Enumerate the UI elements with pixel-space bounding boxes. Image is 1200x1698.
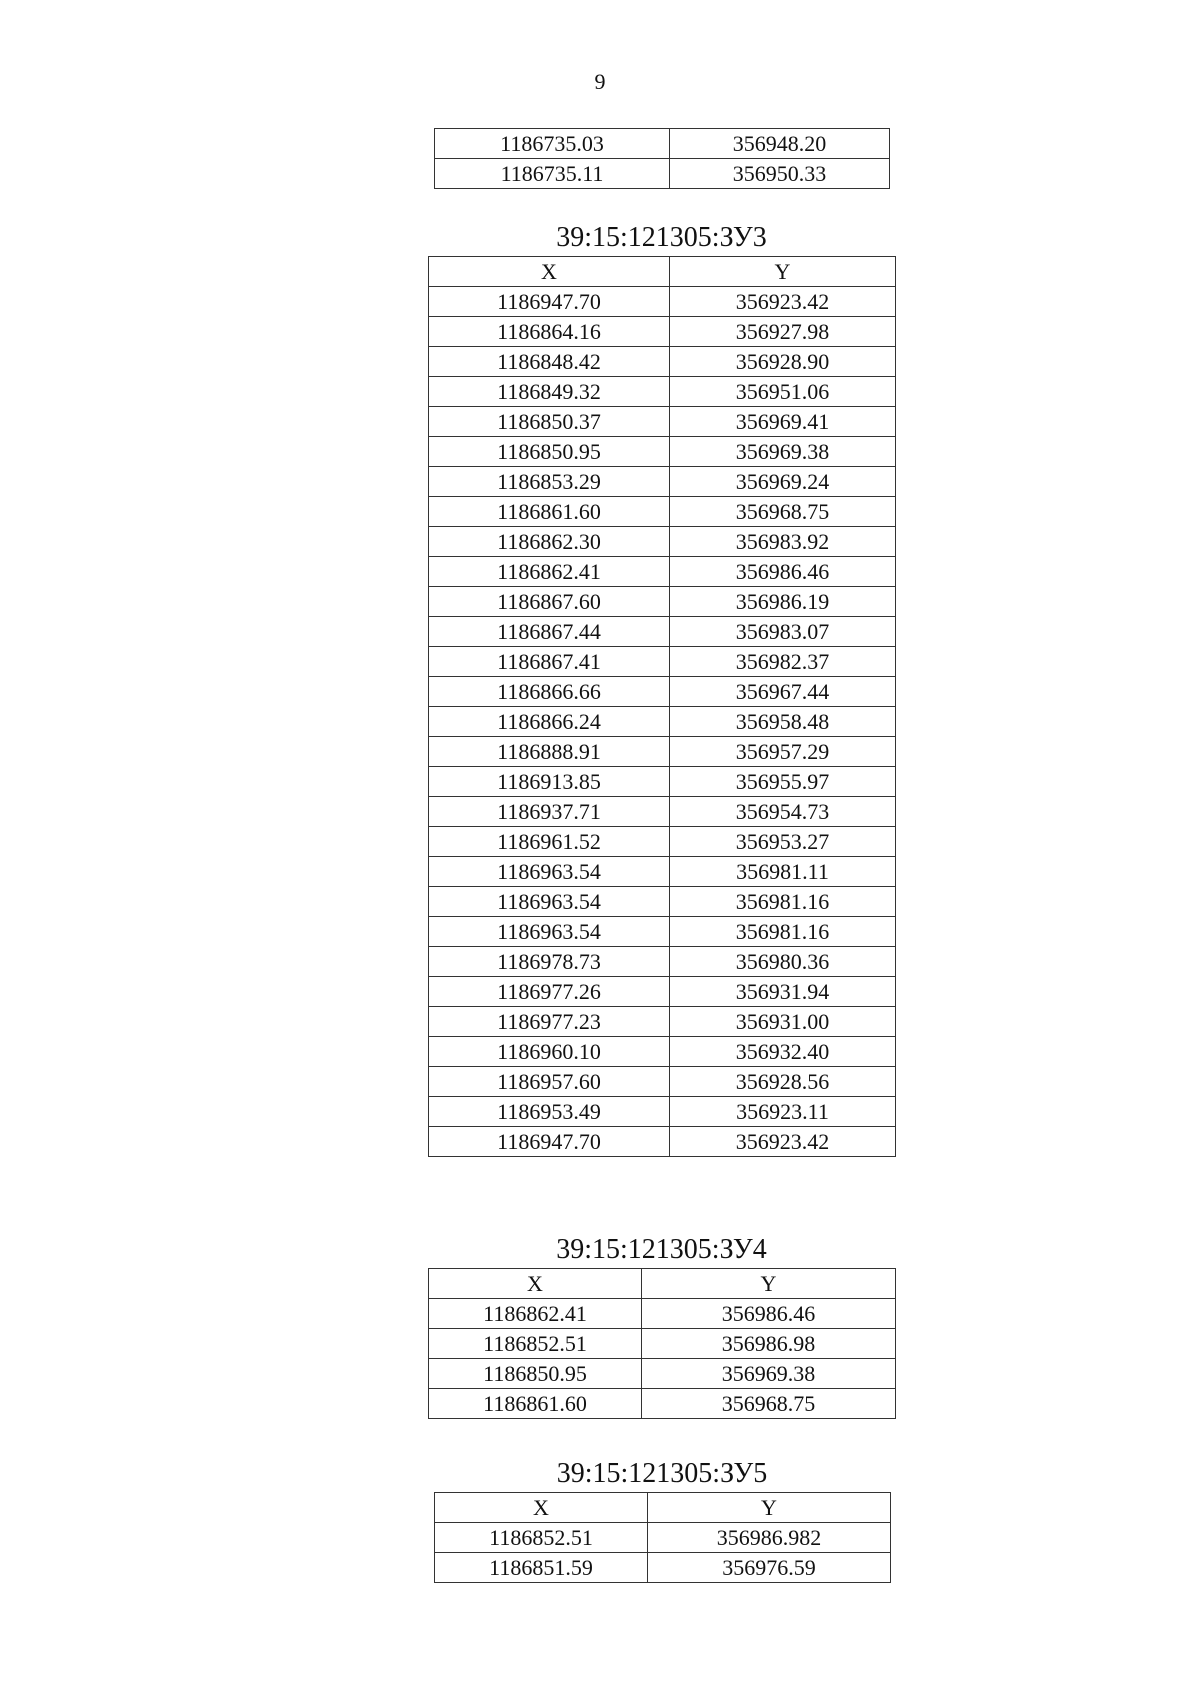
y-cell: 356980.36 [670,947,896,977]
table-row [429,1127,896,1157]
y-cell: 356950.33 [670,159,890,189]
y-cell: 356931.94 [670,977,896,1007]
x-cell: 1186861.60 [429,1389,642,1419]
y-cell: 356976.59 [648,1553,891,1583]
table-row [429,527,896,557]
x-cell: 1186866.24 [429,707,670,737]
x-cell: 1186852.51 [435,1523,648,1553]
x-column-header: X [435,1493,648,1523]
x-cell: 1186864.16 [429,317,670,347]
table-row [429,677,896,707]
x-column-header: X [429,257,670,287]
x-cell: 1186978.73 [429,947,670,977]
y-cell: 356967.44 [670,677,896,707]
y-cell: 356931.00 [670,1007,896,1037]
table-row [429,1359,896,1389]
x-cell: 1186947.70 [429,287,670,317]
y-cell: 356969.41 [670,407,896,437]
table-row [429,827,896,857]
coordinate-table-continued [434,128,889,189]
table-row [429,437,896,467]
x-cell: 1186867.41 [429,647,670,677]
x-cell: 1186963.54 [429,887,670,917]
table-row [429,1097,896,1127]
y-cell: 356983.92 [670,527,896,557]
coordinates-table [434,1492,891,1583]
table-row [429,797,896,827]
x-cell: 1186850.37 [429,407,670,437]
table-row [429,617,896,647]
y-cell: 356981.16 [670,887,896,917]
x-cell: 1186963.54 [429,917,670,947]
y-cell: 356923.42 [670,1127,896,1157]
coordinates-table [428,1268,896,1419]
x-cell: 1186850.95 [429,437,670,467]
x-cell: 1186848.42 [429,347,670,377]
plot-title: 39:15:121305:ЗУ3 [556,222,767,253]
table-row [429,917,896,947]
x-cell: 1186947.70 [429,1127,670,1157]
y-cell: 356928.90 [670,347,896,377]
x-cell: 1186913.85 [429,767,670,797]
table-row [429,1329,896,1359]
table-row [429,737,896,767]
table-row [429,887,896,917]
table-row [435,1523,891,1553]
y-cell: 356932.40 [670,1037,896,1067]
table-row [429,497,896,527]
table-header-row [429,1269,896,1299]
table-row [435,159,890,189]
y-column-header: Y [648,1493,891,1523]
table-body [435,1523,891,1583]
table-header-row [435,1493,891,1523]
table-body [429,287,896,1157]
table-row [429,317,896,347]
y-cell: 356923.42 [670,287,896,317]
x-cell: 1186867.44 [429,617,670,647]
page-number: 9 [594,69,606,94]
x-cell: 1186866.66 [429,677,670,707]
table-row [429,1037,896,1067]
table-row [429,707,896,737]
table-row [429,287,896,317]
y-cell: 356969.38 [670,437,896,467]
plot-zu5-section [434,1458,890,1583]
y-cell: 356986.19 [670,587,896,617]
table-row [429,467,896,497]
table-row [429,1067,896,1097]
x-cell: 1186851.59 [435,1553,648,1583]
plot-zu3-section [428,222,895,1157]
x-cell: 1186850.95 [429,1359,642,1389]
table-row [429,347,896,377]
coordinates-table [428,256,896,1157]
table-row [429,647,896,677]
y-cell: 356968.75 [642,1389,896,1419]
table-header-row [429,257,896,287]
y-cell: 356951.06 [670,377,896,407]
x-cell: 1186977.26 [429,977,670,1007]
table-row [429,767,896,797]
x-cell: 1186862.41 [429,1299,642,1329]
y-cell: 356955.97 [670,767,896,797]
x-cell: 1186977.23 [429,1007,670,1037]
x-cell: 1186735.11 [435,159,670,189]
y-cell: 356923.11 [670,1097,896,1127]
table-row [429,1299,896,1329]
x-cell: 1186861.60 [429,497,670,527]
x-cell: 1186862.30 [429,527,670,557]
x-cell: 1186888.91 [429,737,670,767]
y-cell: 356986.46 [642,1299,896,1329]
y-cell: 356954.73 [670,797,896,827]
x-cell: 1186953.49 [429,1097,670,1127]
table-row [435,129,890,159]
y-cell: 356928.56 [670,1067,896,1097]
y-cell: 356981.16 [670,917,896,947]
table-row [429,857,896,887]
x-cell: 1186937.71 [429,797,670,827]
y-cell: 356957.29 [670,737,896,767]
y-cell: 356968.75 [670,497,896,527]
y-cell: 356986.46 [670,557,896,587]
table-row [435,1553,891,1583]
table-body [429,1299,896,1419]
x-cell: 1186862.41 [429,557,670,587]
x-cell: 1186963.54 [429,857,670,887]
y-cell: 356953.27 [670,827,896,857]
x-cell: 1186849.32 [429,377,670,407]
coordinates-table [434,128,890,189]
y-column-header: Y [642,1269,896,1299]
plot-zu4-section [428,1234,895,1419]
y-cell: 356969.38 [642,1359,896,1389]
table-row [429,407,896,437]
y-cell: 356982.37 [670,647,896,677]
table-row [429,947,896,977]
plot-title: 39:15:121305:ЗУ5 [556,1458,768,1489]
y-cell: 356981.11 [670,857,896,887]
table-row [429,377,896,407]
x-cell: 1186852.51 [429,1329,642,1359]
y-cell: 356986.98 [642,1329,896,1359]
table-row [429,1389,896,1419]
x-cell: 1186961.52 [429,827,670,857]
x-column-header: X [429,1269,642,1299]
x-cell: 1186853.29 [429,467,670,497]
table-row [429,977,896,1007]
y-cell: 356958.48 [670,707,896,737]
plot-title: 39:15:121305:ЗУ4 [556,1234,767,1265]
x-cell: 1186735.03 [435,129,670,159]
y-cell: 356969.24 [670,467,896,497]
table-row [429,1007,896,1037]
table-row [429,587,896,617]
y-cell: 356927.98 [670,317,896,347]
y-cell: 356983.07 [670,617,896,647]
x-cell: 1186960.10 [429,1037,670,1067]
x-cell: 1186867.60 [429,587,670,617]
y-cell: 356986.982 [648,1523,891,1553]
y-column-header: Y [670,257,896,287]
y-cell: 356948.20 [670,129,890,159]
table-row [429,557,896,587]
x-cell: 1186957.60 [429,1067,670,1097]
